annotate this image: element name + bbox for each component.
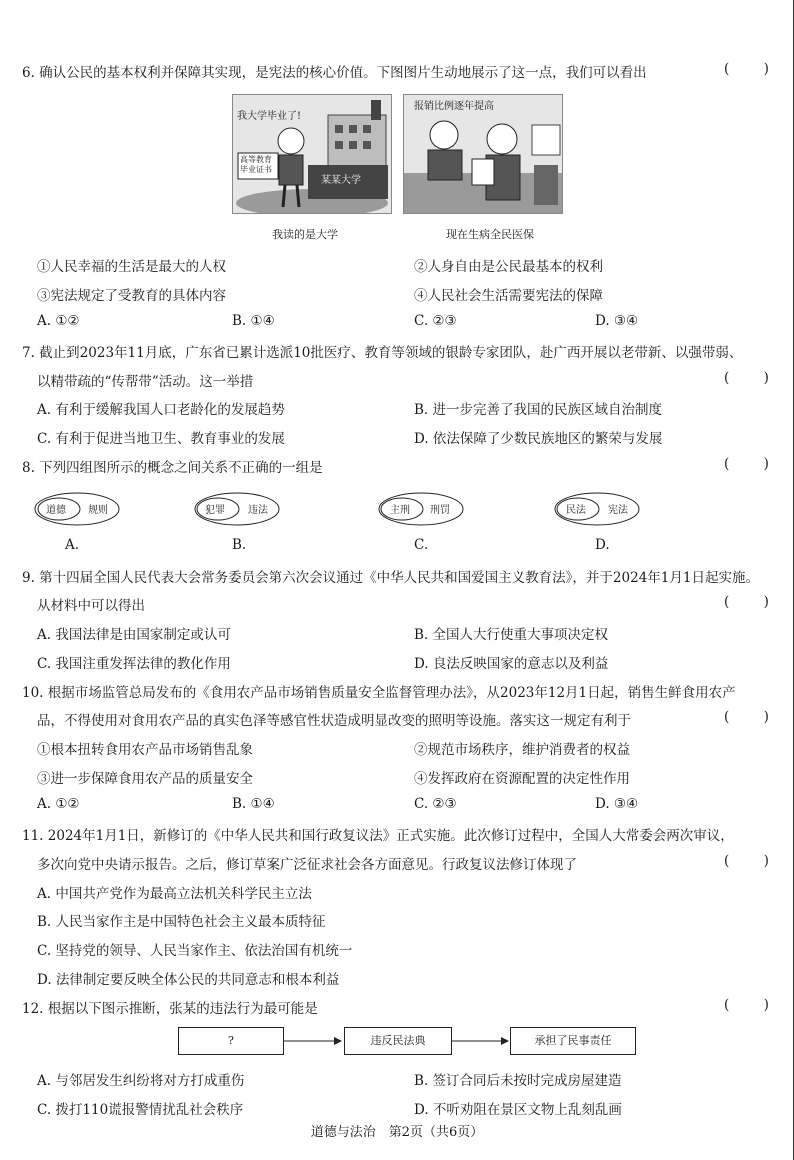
q8-c-inner: 主刑	[390, 505, 410, 516]
q9-stem-line1: 9. 第十四届全国人民代表大会常务委员会第六次会议通过《中华人民共和国爱国主义教育法》，并于2024年1月1日起实施。	[22, 570, 759, 586]
flow-box-unknown: ?	[178, 1027, 284, 1055]
q8-diagram-d	[554, 491, 640, 527]
cartoon-left-bubble: 我大学毕业了!	[237, 111, 302, 122]
q11-option-a[interactable]: A. 中国共产党作为最高立法机关科学民主立法	[37, 886, 312, 902]
q7-option-c[interactable]: C. 有利于促进当地卫生、教育事业的发展	[37, 431, 285, 447]
q11-answer-paren[interactable]: ( )	[724, 853, 769, 869]
q12-option-b[interactable]: B. 签订合同后未按时完成房屋建造	[414, 1073, 622, 1089]
cartoon-left-panel	[232, 94, 392, 214]
q8-diagram-c	[378, 491, 464, 527]
q12-option-d[interactable]: D. 不听劝阻在景区文物上乱刻乱画	[414, 1102, 622, 1118]
q8-stem: 8. 下列四组图所示的概念之间关系不正确的一组是	[22, 460, 323, 476]
q11-stem-line2: 多次向党中央请示报告。之后，修订草案广泛征求社会各方面意见。行政复议法修订体现了	[37, 857, 577, 873]
q9-option-c[interactable]: C. 我国注重发挥法律的教化作用	[37, 656, 231, 672]
q7-option-a[interactable]: A. 有利于缓解我国人口老龄化的发展趋势	[37, 402, 285, 418]
q10-option-a[interactable]: A. ①②	[37, 796, 80, 812]
q8-option-c[interactable]: C.	[414, 537, 429, 553]
q9-stem-line2: 从材料中可以得出	[37, 598, 145, 614]
q8-b-outer: 违法	[248, 505, 268, 516]
q6-item-3: ③宪法规定了受教育的具体内容	[37, 288, 226, 304]
q7-option-b[interactable]: B. 进一步完善了我国的民族区域自治制度	[414, 402, 663, 418]
q11-option-d[interactable]: D. 法律制定要反映全体公民的共同意志和根本利益	[37, 972, 340, 988]
q10-option-c[interactable]: C. ②③	[414, 796, 457, 812]
q10-stem-line1: 10. 根据市场监管总局发布的《食用农产品市场销售质量安全监督管理办法》，从2023年12月1日起，销售生鲜食用农产	[22, 685, 736, 701]
q8-option-a[interactable]: A.	[65, 537, 80, 553]
q12-option-c[interactable]: C. 拨打110谎报警情扰乱社会秩序	[37, 1102, 244, 1118]
q7-option-d[interactable]: D. 依法保障了少数民族地区的繁荣与发展	[414, 431, 663, 447]
q6-option-d[interactable]: D. ③④	[595, 313, 639, 329]
q8-d-inner: 民法	[566, 505, 586, 516]
q8-option-b[interactable]: B.	[232, 537, 247, 553]
q8-option-d[interactable]: D.	[595, 537, 610, 553]
flow-box-liability: 承担了民事责任	[510, 1027, 636, 1055]
q10-item-4: ④发挥政府在资源配置的决定性作用	[414, 771, 630, 787]
q8-diagram-b	[194, 491, 280, 527]
q9-option-b[interactable]: B. 全国人大行使重大事项决定权	[414, 627, 609, 643]
q8-b-inner: 犯罪	[205, 505, 225, 516]
cartoon-right-panel	[403, 94, 563, 214]
q8-a-outer: 规则	[88, 505, 108, 516]
q6-option-c[interactable]: C. ②③	[414, 313, 457, 329]
q10-item-3: ③进一步保障食用农产品的质量安全	[37, 771, 253, 787]
q11-option-b[interactable]: B. 人民当家作主是中国特色社会主义最本质特征	[37, 914, 326, 930]
q10-answer-paren[interactable]: ( )	[724, 709, 769, 725]
q9-option-d[interactable]: D. 良法反映国家的意志以及利益	[414, 656, 609, 672]
q6-option-a[interactable]: A. ①②	[37, 313, 80, 329]
q6-item-1: ①人民幸福的生活是最大的人权	[37, 259, 226, 275]
q10-option-d[interactable]: D. ③④	[595, 796, 639, 812]
q6-item-2: ②人身自由是公民最基本的权利	[414, 259, 603, 275]
q8-diagram-a	[34, 491, 120, 527]
q10-item-1: ①根本扭转食用农产品市场销售乱象	[37, 742, 253, 758]
cartoon-right-caption: 现在生病全民医保	[446, 228, 534, 241]
cartoon-right-header: 报销比例逐年提高	[414, 101, 494, 112]
q10-stem-line2: 品，不得使用对食用农产品的真实色泽等感官性状造成明显改变的照明等设施。落实这一规定有利于	[37, 713, 631, 729]
q6-option-b[interactable]: B. ①④	[232, 313, 275, 329]
q8-a-inner: 道德	[46, 505, 66, 516]
page-footer: 道德与法治 第2页（共6页）	[310, 1125, 484, 1140]
q8-d-outer: 宪法	[608, 505, 628, 516]
q10-option-b[interactable]: B. ①④	[232, 796, 275, 812]
cartoon-left-sign: 某某大学	[321, 175, 361, 186]
cartoon-left-caption: 我读的是大学	[272, 228, 338, 241]
q11-option-c[interactable]: C. 坚持党的领导、人民当家作主、依法治国有机统一	[37, 943, 353, 959]
q12-answer-paren[interactable]: ( )	[724, 997, 769, 1013]
q9-answer-paren[interactable]: ( )	[724, 594, 769, 610]
q9-option-a[interactable]: A. 我国法律是由国家制定或认可	[37, 627, 231, 643]
q6-item-4: ④人民社会生活需要宪法的保障	[414, 288, 603, 304]
cartoon-left-cert: 高等教育毕业证书	[240, 155, 272, 174]
q7-answer-paren[interactable]: ( )	[724, 370, 769, 386]
q7-stem-line2: 以精带疏的“传帮带”活动。这一举措	[37, 374, 254, 390]
q10-item-2: ②规范市场秩序，维护消费者的权益	[414, 742, 630, 758]
q12-stem: 12. 根据以下图示推断，张某的违法行为最可能是	[22, 1001, 318, 1017]
q11-stem-line1: 11. 2024年1月1日，新修订的《中华人民共和国行政复议法》正式实施。此次修订过程中，全国人大常委会两次审议，	[22, 828, 734, 844]
q6-answer-paren[interactable]: ( )	[724, 61, 769, 77]
q8-answer-paren[interactable]: ( )	[724, 456, 769, 472]
flow-box-violate: 违反民法典	[344, 1027, 452, 1055]
q7-stem-line1: 7. 截止到2023年11月底，广东省已累计选派10批医疗、教育等领域的银龄专家团队，赴广西开展以老带新、以强带弱、	[22, 345, 743, 361]
q8-c-outer: 刑罚	[430, 505, 450, 516]
q12-option-a[interactable]: A. 与邻居发生纠纷将对方打成重伤	[37, 1073, 245, 1089]
q6-stem: 6. 确认公民的基本权利并保障其实现，是宪法的核心价值。下图图片生动地展示了这一点，我们可以看出	[22, 65, 647, 81]
